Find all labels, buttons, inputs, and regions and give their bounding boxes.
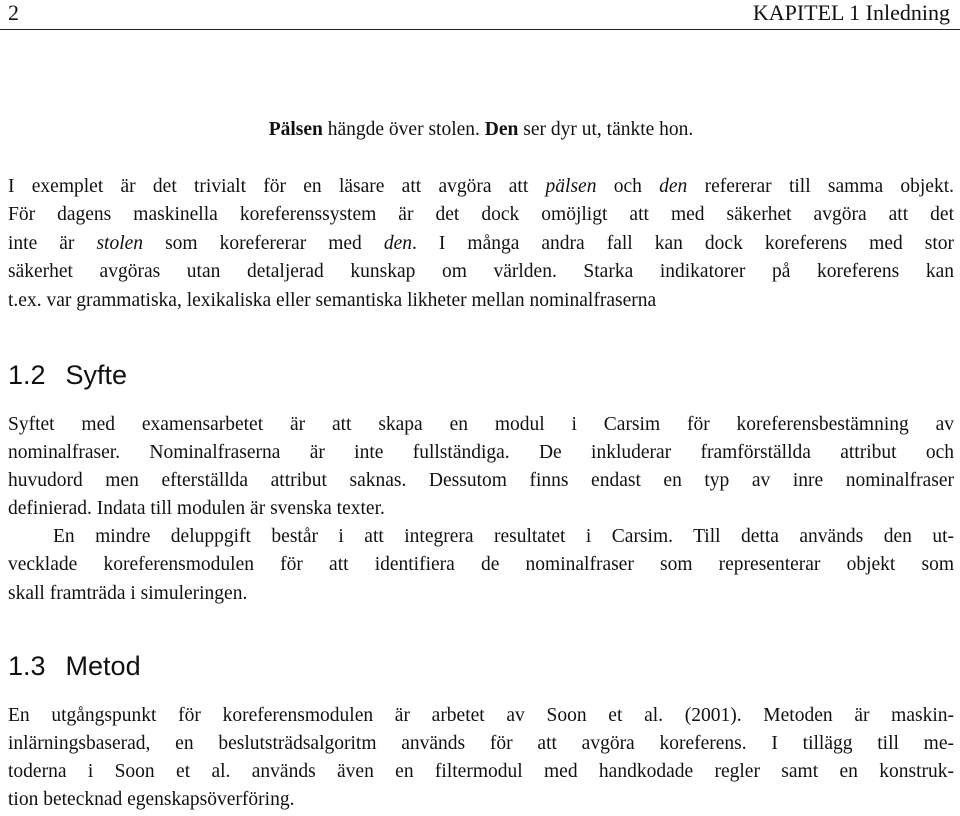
metod-line: toderna i Soon et al. används även en filtermodul med handkodade regler samt en konstruk- bbox=[8, 761, 954, 782]
section-number: 1.3 bbox=[8, 651, 46, 681]
text-run: som korefererar med bbox=[143, 233, 384, 254]
syfte-line: definierad. Indata till modulen är svenska texter. bbox=[8, 498, 385, 519]
page-number: 2 bbox=[8, 0, 19, 25]
intro-line-5: t.ex. var grammatiska, lexikaliska eller semantiska likheter mellan nominalfraserna bbox=[8, 290, 657, 311]
example-word-den: Den bbox=[484, 119, 519, 140]
syfte-line: vecklade koreferensmodulen för att identifiera de nominalfraser som representerar objekt som bbox=[8, 554, 954, 575]
intro-line-4: säkerhet avgöras utan detaljerad kunskap om världen. Starka indikatorer på koreferens kan bbox=[8, 261, 954, 282]
italic-term: stolen bbox=[96, 233, 144, 254]
page-header bbox=[0, 0, 960, 30]
italic-term: den bbox=[659, 176, 688, 197]
text-run: . I många andra fall kan dock koreferens med stor bbox=[411, 233, 955, 254]
section-title: Metod bbox=[65, 651, 141, 681]
section-number: 1.2 bbox=[8, 360, 46, 390]
text-run: och bbox=[596, 176, 660, 197]
syfte-line: nominalfraser. Nominalfraserna är inte fullständiga. De inkluderar framförställda attribut och bbox=[8, 442, 954, 463]
metod-line: En utgångspunkt för koreferensmodulen är arbetet av Soon et al. (2001). Metoden är maskin- bbox=[8, 705, 954, 726]
intro-line-1 bbox=[8, 175, 954, 199]
text-run: I exemplet är det trivialt för en läsare att avgöra att bbox=[8, 176, 546, 197]
syfte-line: huvudord men efterställda attribut saknas. Dessutom finns endast en typ av inre nominalfraser bbox=[8, 470, 954, 491]
example-word-palsen: Pälsen bbox=[268, 119, 323, 140]
text-run: inte är bbox=[8, 233, 97, 254]
section-heading-metod bbox=[8, 650, 141, 682]
example-text-1: hängde över stolen. bbox=[322, 119, 485, 140]
syfte-line: En mindre deluppgift består i att integrera resultatet i Carsim. Till detta används den ut- bbox=[53, 526, 954, 547]
metod-line: tion betecknad egenskapsöverföring. bbox=[8, 789, 295, 810]
header-rule bbox=[0, 29, 960, 30]
intro-line-2: För dagens maskinella koreferenssystem är det dock omöjligt att med säkerhet avgöra att det bbox=[8, 204, 954, 225]
chapter-title: KAPITEL 1 Inledning bbox=[752, 0, 950, 25]
metod-line: inlärningsbaserad, en beslutsträdsalgoritm används för att avgöra koreferens. I tillägg till me- bbox=[8, 733, 954, 754]
italic-term: pälsen bbox=[545, 176, 597, 197]
intro-line-3 bbox=[8, 232, 954, 256]
text-run: refererar till samma objekt. bbox=[687, 176, 954, 197]
example-sentence bbox=[8, 118, 954, 142]
italic-term: den bbox=[383, 233, 412, 254]
example-text-2: ser dyr ut, tänkte hon. bbox=[518, 119, 694, 140]
section-title: Syfte bbox=[65, 360, 128, 390]
syfte-line: skall framträda i simuleringen. bbox=[8, 583, 248, 604]
section-heading-syfte bbox=[8, 359, 127, 391]
syfte-line: Syftet med examensarbetet är att skapa en modul i Carsim för koreferensbestämning av bbox=[8, 414, 954, 435]
